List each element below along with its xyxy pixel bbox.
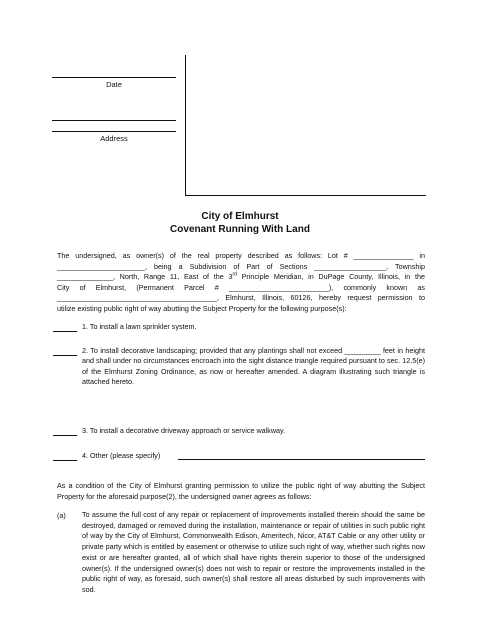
intro-line-2[interactable]: ______________________, being a Subdivision of Part of Sections __________________, Township: [57, 261, 425, 271]
item-3-text: 3. To install a decorative driveway approach or service walkway.: [82, 426, 286, 435]
address-label: Address: [100, 134, 128, 143]
item-1-checkline[interactable]: [53, 331, 77, 332]
intro-line-1[interactable]: The undersigned, as owner(s) of the real property described as follows: Lot # _______________ in: [57, 251, 425, 260]
intro-line-3[interactable]: ______________, North, Range 11, East of the 3rd Principle Meridian, in DuPage County, Illinois, in the: [57, 271, 425, 282]
recording-box-divider: [185, 55, 186, 195]
intro-line-5[interactable]: ________________________________________, Elmhurst, Illinois, 60126, hereby request permission to: [57, 293, 425, 303]
item-4-text: 4. Other (please specify): [82, 451, 161, 460]
item-3-checkline[interactable]: [53, 435, 77, 436]
clause-a-marker: (a): [57, 511, 66, 520]
recording-box-bottom: [185, 195, 426, 196]
address-line-1[interactable]: [52, 120, 176, 121]
item-2-checkline[interactable]: [53, 355, 77, 356]
intro-paragraph: [57, 251, 425, 315]
address-line-2[interactable]: [52, 131, 176, 132]
condition-paragraph: As a condition of the City of Elmhurst granting permission to utilize the public right of way abutting the Subject Property for the aforesaid purpose(2), the undersigned owner agrees as follows:: [57, 481, 425, 501]
item-1-text: 1. To install a lawn sprinkler system.: [82, 322, 197, 331]
intro-line-6: utilize existing public right of way abutting the Subject Property for the following purpose(s):: [57, 303, 347, 313]
item-4-checkline[interactable]: [53, 460, 77, 461]
item-2-text: 2. To install decorative landscaping; provided that any plantings shall not exceed _________ feet in height and shall under no circumstances encroach into the sight distance triangle required pursuant to sec. 12.5(e) of the Elmhurst Zoning Ordinance, as now or hereafter amended. A diagram illustrating such triangle is attached hereto.: [82, 346, 425, 387]
intro-line-4[interactable]: City of Elmhurst, (Permanent Parcel # _________________________), commonly known as: [57, 282, 425, 292]
date-line[interactable]: [52, 77, 176, 78]
document-subtitle: Covenant Running With Land: [170, 224, 310, 235]
date-label: Date: [106, 80, 122, 89]
clause-a-text: To assume the full cost of any repair or replacement of improvements installed therein should the same be destroyed, damaged or removed during the installation, maintenance or repair of utilities in such public right of way by the City of Elmhurst, Commonwealth Edison, Ameritech, Nicor, AT&T Cable or any other utility or private party which is entitled by easement or otherwise to utilize such right of way, whether such rights now exist or are hereafter granted, all of which shall have rights therein superior to those of the undersigned owner(s). If the undersigned owner(s) does not wish to repair or restore the improvements installed in the public right of way, as foresaid, such owner(s) shall restore all areas disturbed by such improvements with sod.: [82, 510, 425, 594]
item-4-specify-line[interactable]: [178, 459, 425, 460]
document-title: City of Elmhurst: [201, 211, 279, 222]
